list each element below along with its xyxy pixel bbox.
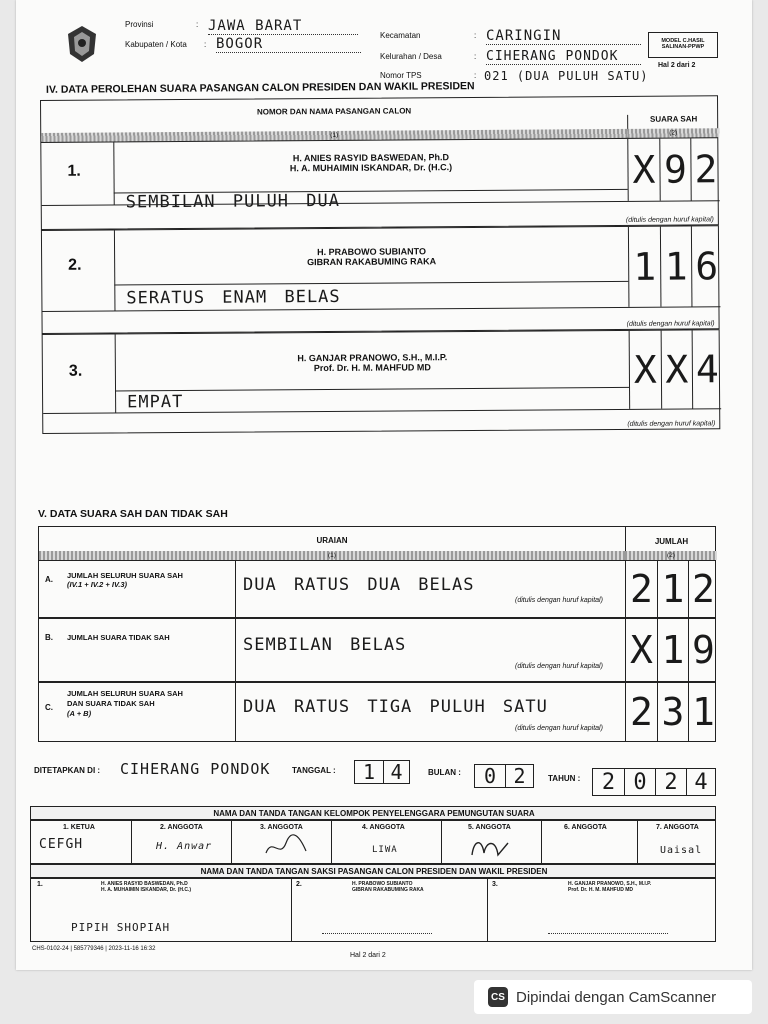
note-capital: (ditulis dengan huruf kapital) [625, 216, 714, 224]
kpps-member-6 [541, 821, 637, 863]
candidate-number: 3. [68, 362, 83, 380]
saksi-title: NAMA DAN TANDA TANGAN SAKSI PASANGAN CALON PRESIDEN DAN WAKIL PRESIDEN [200, 867, 548, 876]
kpps-signature: Uaisal [660, 845, 703, 856]
candidate-name-1: H. ANIES RASYID BASWEDAN, Ph.D [292, 152, 450, 164]
kecamatan-colon: : [474, 31, 477, 40]
candidate-row-3 [42, 329, 721, 434]
note-capital: (ditulis dengan huruf kapital) [515, 725, 603, 732]
digit: 1 [633, 244, 657, 289]
kabupaten-colon: : [204, 40, 207, 49]
kelurahan-label: Kelurahan / Desa [380, 52, 442, 61]
v-col1-num: (1) [39, 551, 625, 560]
kelurahan-value: CIHERANG PONDOK [486, 49, 641, 65]
kpu-logo-icon [64, 24, 100, 64]
kpps-member-3 [231, 821, 331, 863]
kecamatan-value: CARINGIN [486, 28, 641, 45]
candidate-row-2 [41, 225, 720, 334]
candidate-names [114, 227, 628, 285]
digit: 4 [686, 769, 715, 795]
digit: 2 [690, 138, 720, 200]
v-row-a [38, 560, 716, 618]
candidate-row-1 [40, 137, 719, 230]
digit: X [633, 347, 657, 392]
saksi-name-1: H. GANJAR PRANOWO, S.H., M.I.P. [568, 881, 652, 887]
kpps-member-7 [637, 821, 717, 863]
candidate-name-1: H. PRABOWO SUBIANTO [317, 246, 427, 258]
footer-code: CHS-0102-24 | 585779346 | 2023-11-16 16:32 [32, 946, 156, 952]
tanggal-label: TANGGAL : [292, 766, 336, 775]
saksi-col-1 [31, 879, 291, 941]
form-page [16, 0, 752, 970]
digit: 3 [657, 683, 688, 741]
iv-col2-num: (2) [627, 128, 719, 138]
note-capital: (ditulis dengan huruf kapital) [626, 320, 715, 328]
digit: 9 [688, 619, 718, 681]
iv-col1-num: (1) [41, 129, 627, 142]
kabupaten-label: Kabupaten / Kota [125, 40, 187, 49]
bulan-box [474, 764, 534, 788]
vote-digits-box [627, 138, 719, 201]
digit: 2 [505, 765, 533, 787]
camscanner-watermark [474, 980, 752, 1014]
saksi-number: 3. [492, 881, 498, 888]
saksi-col-3 [487, 879, 715, 941]
saksi-number: 2. [296, 881, 302, 888]
candidate-name-2: H. A. MUHAIMIN ISKANDAR, Dr. (H.C.) [289, 162, 453, 174]
kpps-signatures-row [30, 820, 716, 864]
section-iv-table [40, 95, 720, 434]
note-capital: (ditulis dengan huruf kapital) [515, 597, 603, 604]
kpps-role: 7. ANGGOTA [656, 824, 699, 831]
iv-header-row [40, 95, 718, 142]
words-value: SERATUS ENAM BELAS [126, 286, 341, 309]
digit: 2 [601, 769, 616, 795]
digit: 4 [383, 761, 409, 783]
v-header-row [38, 526, 716, 560]
saksi-row [30, 878, 716, 942]
signature-scribble-icon [262, 833, 312, 861]
row-label-1: JUMLAH SELURUH SUARA SAH [67, 571, 183, 580]
kpps-role: 4. ANGGOTA [362, 824, 405, 831]
words-value: EMPAT [127, 392, 184, 413]
kpps-role: 5. ANGGOTA [468, 824, 511, 831]
tps-label: Nomor TPS [380, 71, 422, 80]
tps-colon: : [474, 71, 477, 80]
digit: 0 [483, 764, 497, 788]
candidate-name-1: H. GANJAR PRANOWO, S.H., M.I.P. [297, 352, 448, 364]
row-label-3: (A + B) [67, 709, 92, 718]
kecamatan-label: Kecamatan [380, 31, 421, 40]
kpps-role: 6. ANGGOTA [564, 824, 607, 831]
row-letter: C. [45, 703, 53, 712]
digit: X [632, 147, 656, 192]
v-row-c [38, 682, 716, 742]
candidate-name-2: GIBRAN RAKABUMING RAKA [307, 256, 437, 268]
digit: 1 [657, 561, 688, 617]
row-label-1: JUMLAH SELURUH SUARA SAH [67, 689, 183, 698]
row-label-1: JUMLAH SUARA TIDAK SAH [67, 633, 170, 642]
saksi-name-2: GIBRAN RAKABUMING RAKA [352, 887, 424, 893]
camscanner-icon: CS [488, 987, 508, 1007]
words-value: SEMBILAN BELAS [243, 635, 407, 655]
digit: 2 [630, 567, 653, 611]
vote-digits-box [629, 330, 722, 409]
section-v-title: V. DATA SUARA SAH DAN TIDAK SAH [38, 508, 228, 520]
row-label-2: DAN SUARA TIDAK SAH [67, 699, 155, 708]
words-value: SEMBILAN PULUH DUA [125, 190, 341, 213]
footer-page: Hal 2 dari 2 [350, 952, 386, 959]
kelurahan-colon: : [474, 52, 477, 61]
row-letter: A. [45, 575, 53, 584]
vote-digits-box [628, 226, 721, 307]
note-capital: (ditulis dengan huruf kapital) [627, 420, 716, 428]
saksi-name-2: Prof. Dr. H. M. MAHFUD MD [568, 887, 633, 893]
model-line1: MODEL C.HASIL [661, 38, 705, 44]
digit: 1 [362, 760, 376, 784]
kpps-signature: CEFGH [39, 837, 84, 852]
v-col2-num: (2) [625, 551, 717, 560]
candidate-names [113, 139, 627, 193]
candidate-number: 2. [68, 256, 82, 274]
tps-value: 021 (DUA PULUH SATU) [484, 69, 649, 83]
note-capital: (ditulis dengan huruf kapital) [515, 663, 603, 670]
kpps-member-1 [31, 821, 131, 863]
digit: 2 [655, 769, 686, 795]
saksi-name-1: H. ANIES RASYID BASWEDAN, Ph.D [101, 881, 188, 887]
vote-digits-box [625, 619, 717, 681]
saksi-name-1: H. PRABOWO SUBIANTO [352, 881, 413, 887]
kpps-member-2 [131, 821, 231, 863]
kpps-role: 1. KETUA [63, 824, 95, 831]
candidate-number: 1. [67, 162, 81, 180]
kpps-member-5 [441, 821, 541, 863]
saksi-number: 1. [37, 881, 43, 888]
kpps-signature: LIWA [372, 845, 398, 855]
digit: 1 [657, 619, 688, 681]
signature-scribble-icon [466, 833, 516, 863]
digit: 9 [659, 138, 690, 200]
bulan-label: BULAN : [428, 768, 461, 777]
kpps-role: 2. ANGGOTA [160, 824, 203, 831]
digit: 2 [688, 561, 718, 617]
words-value: DUA RATUS DUA BELAS [243, 575, 475, 595]
saksi-signature: PIPIH SHOPIAH [71, 921, 171, 934]
kpps-member-4 [331, 821, 441, 863]
ditetapkan-place: CIHERANG PONDOK [120, 760, 271, 778]
kpps-title: NAMA DAN TANDA TANGAN KELOMPOK PENYELENGGARA PEMUNGUTAN SUARA [213, 809, 535, 818]
candidate-names [115, 331, 629, 391]
digit: 0 [624, 769, 655, 795]
digit: 6 [691, 226, 722, 306]
saksi-col-2 [291, 879, 487, 941]
v-row-b [38, 618, 716, 682]
row-letter: B. [45, 633, 53, 642]
iv-col-name-header: NOMOR DAN NAMA PASANGAN CALON [256, 106, 412, 117]
signature-table [30, 806, 716, 942]
kabupaten-value: BOGOR [216, 36, 361, 53]
model-badge [648, 32, 718, 58]
provinsi-label: Provinsi [125, 20, 154, 29]
digit: 4 [692, 330, 723, 408]
camscanner-text: Dipindai dengan CamScanner [516, 988, 717, 1006]
tanggal-box [354, 760, 410, 784]
saksi-name-2: H. A. MUHAIMIN ISKANDAR, Dr. (H.C.) [101, 887, 192, 893]
vote-digits-box [625, 561, 717, 617]
tahun-box [592, 768, 716, 796]
candidate-name-2: Prof. Dr. H. M. MAHFUD MD [313, 362, 431, 374]
kpps-role: 3. ANGGOTA [260, 824, 303, 831]
page-info: Hal 2 dari 2 [658, 62, 696, 69]
provinsi-colon: : [196, 20, 199, 29]
row-label-2: (IV.1 + IV.2 + IV.3) [67, 580, 128, 589]
iv-col-votes-header: SUARA SAH [627, 114, 719, 131]
vote-digits-box [625, 683, 717, 741]
words-value: DUA RATUS TIGA PULUH SATU [243, 697, 548, 717]
digit: X [661, 330, 693, 408]
tahun-label: TAHUN : [548, 774, 581, 783]
digit: 1 [660, 226, 692, 306]
model-line2: SALINAN-PPWP [661, 44, 705, 50]
ditetapkan-label: DITETAPKAN DI : [34, 766, 101, 775]
digit: 2 [630, 690, 653, 734]
kpps-signature: H. Anwar [156, 841, 213, 852]
provinsi-value: JAWA BARAT [208, 18, 358, 35]
digit: 1 [688, 683, 718, 741]
digit: X [630, 628, 653, 672]
section-iv-title: IV. DATA PEROLEHAN SUARA PASANGAN CALON PRESIDEN DAN WAKIL PRESIDEN [45, 80, 475, 96]
section-v-table [38, 526, 716, 744]
v-col-jumlah: JUMLAH [625, 527, 717, 551]
v-col-uraian: URAIAN [316, 536, 348, 545]
